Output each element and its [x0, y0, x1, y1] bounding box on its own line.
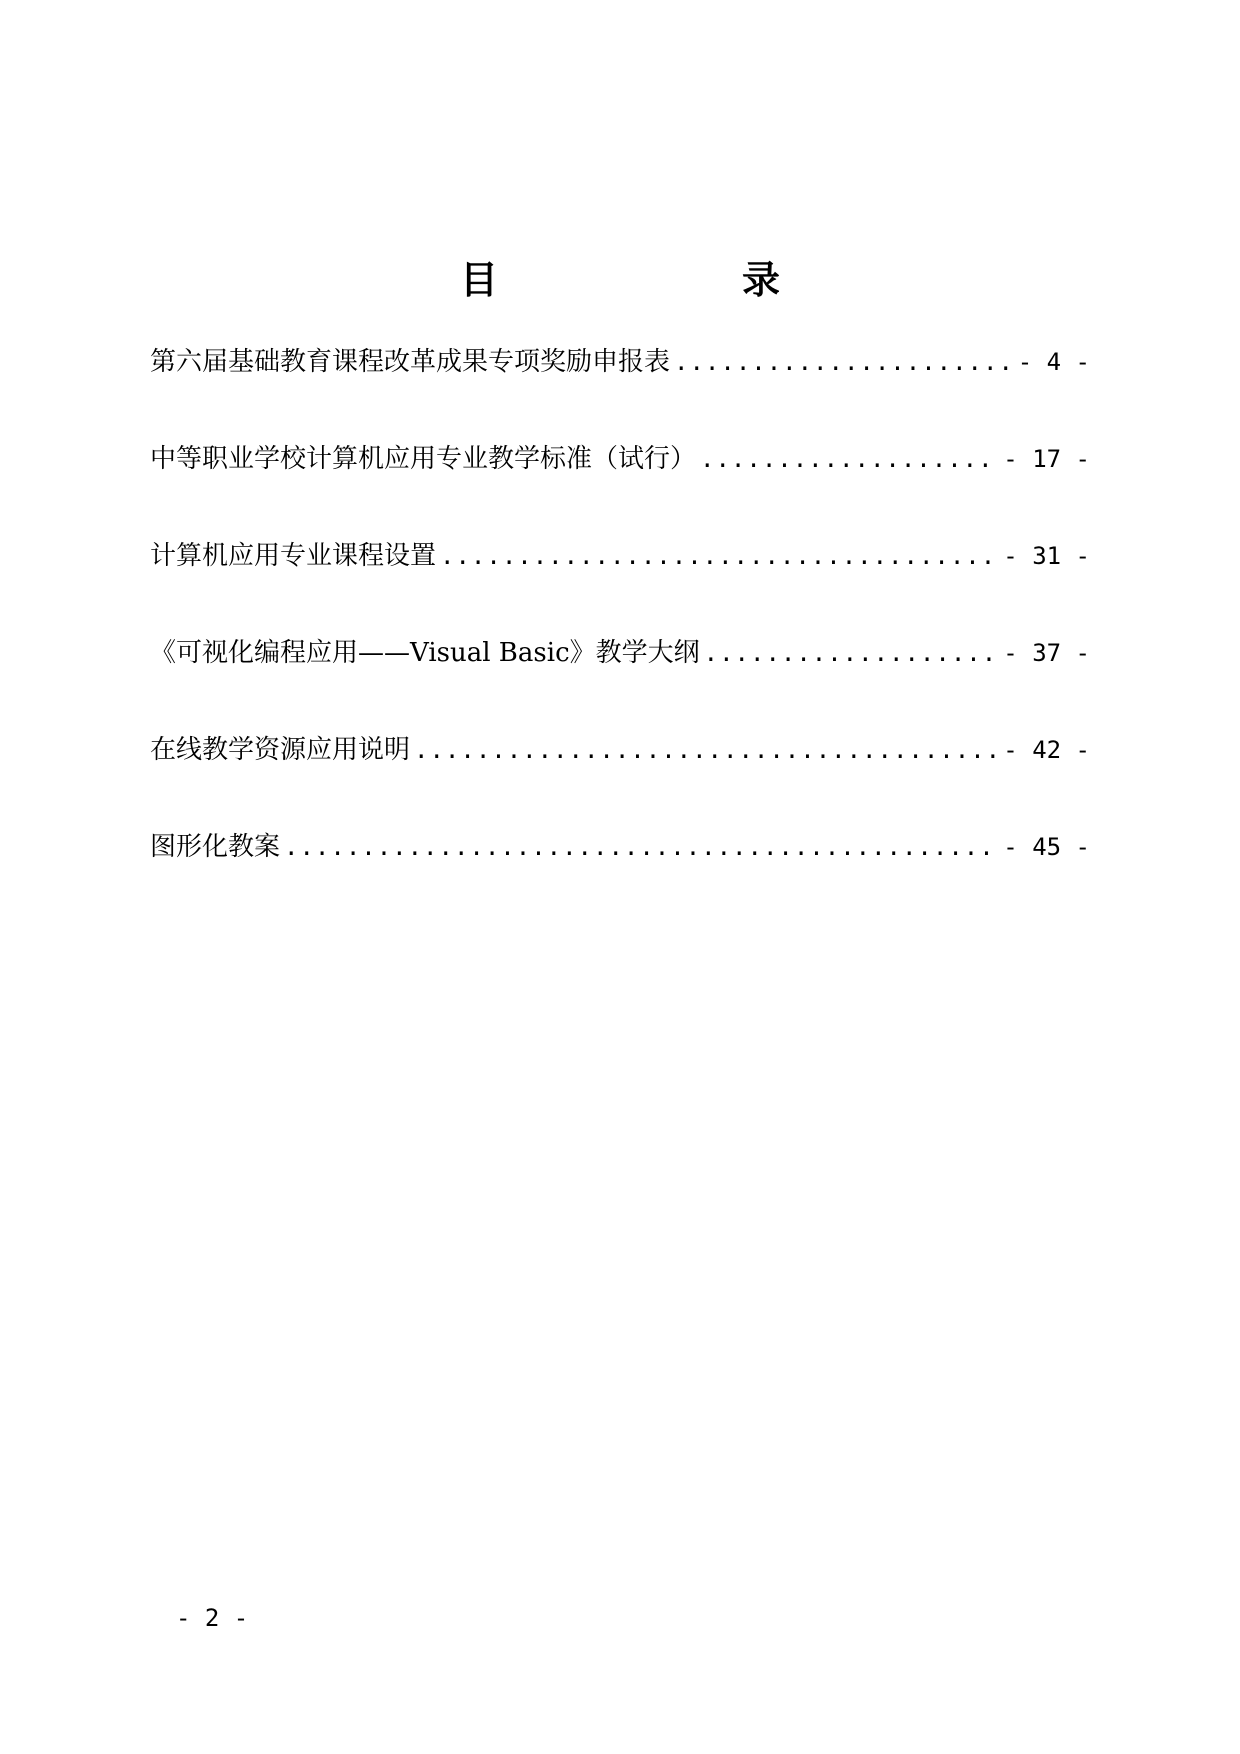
toc-entry-page: - 45 -: [1003, 833, 1090, 861]
toc-entry-page: - 37 -: [1003, 639, 1090, 667]
toc-entry[interactable]: [150, 340, 1090, 437]
toc-entry-label[interactable]: 在线教学资源应用说明: [150, 735, 411, 765]
toc-dot-leader: [704, 631, 1000, 675]
toc-dot-leader: [414, 728, 999, 772]
toc-dot-leader: [284, 825, 999, 869]
toc-entry-page: - 42 -: [1003, 736, 1090, 764]
toc-entry-label[interactable]: 中等职业学校计算机应用专业教学标准（试行）: [150, 444, 697, 474]
toc-entry[interactable]: [150, 534, 1090, 631]
toc-title: 目 录: [459, 257, 836, 302]
toc-entry-page: - 17 -: [1003, 445, 1090, 473]
toc-entry-label[interactable]: 计算机应用专业课程设置: [150, 541, 437, 571]
toc-entry[interactable]: [150, 631, 1090, 728]
page-number: - 2 -: [176, 1604, 249, 1632]
table-of-contents: [150, 340, 1090, 922]
toc-dot-leader: [674, 340, 1014, 384]
toc-entry[interactable]: [150, 437, 1090, 534]
toc-entry-label[interactable]: 第六届基础教育课程改革成果专项奖励申报表: [150, 347, 671, 377]
toc-entry-label[interactable]: 《可视化编程应用——Visual Basic》教学大纲: [150, 638, 700, 668]
toc-entry[interactable]: [150, 728, 1090, 825]
toc-dot-leader: [700, 437, 999, 481]
toc-entry-label[interactable]: 图形化教案: [150, 832, 281, 862]
toc-entry-page: - 31 -: [1003, 542, 1090, 570]
toc-entry-page: - 4 -: [1017, 348, 1090, 376]
toc-dot-leader: [440, 534, 999, 578]
toc-entry[interactable]: [150, 825, 1090, 922]
